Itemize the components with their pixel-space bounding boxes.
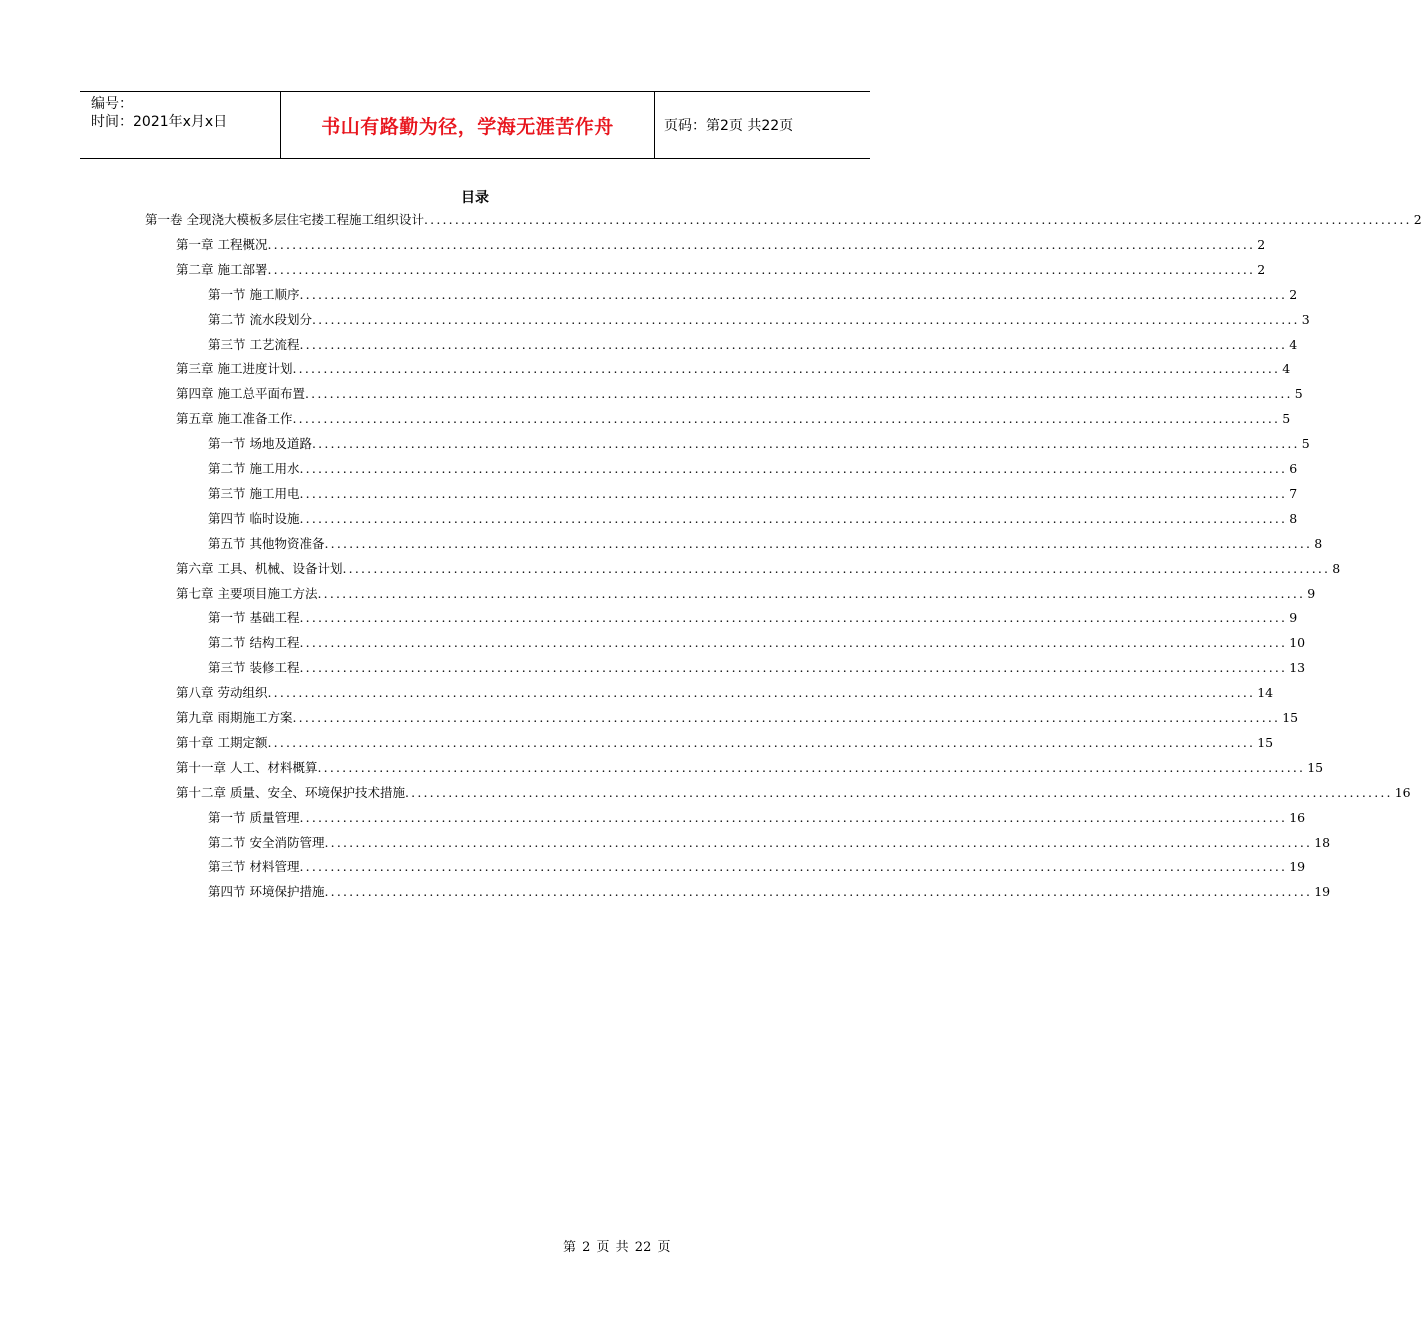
toc-entry[interactable] — [208, 336, 1298, 354]
toc-entry-page: 10 — [1289, 635, 1306, 651]
toc-entry-title: 第九章 雨期施工方案 — [176, 710, 293, 725]
toc-entry[interactable] — [176, 236, 1266, 254]
toc-entry-title: 第三节 装修工程 — [208, 660, 300, 676]
toc-leader-dots: ................................................................................................................................................................ — [292, 710, 1281, 725]
toc-leader-dots: ................................................................................................................................................................ — [299, 485, 1288, 501]
toc-entry[interactable] — [176, 385, 1303, 403]
page-header — [80, 91, 870, 159]
toc-entry[interactable] — [208, 634, 1306, 652]
toc-entry-page: 3 — [1301, 311, 1310, 327]
header-page-info: 页码：第2页 共22页 — [664, 118, 794, 134]
toc-entry-title: 第一章 工程概况 — [176, 236, 268, 252]
toc-entry[interactable] — [176, 410, 1291, 428]
toc-entry-page: 4 — [1289, 336, 1298, 352]
toc-entry-title: 第四章 施工总平面布置 — [176, 386, 305, 402]
toc-leader-dots: ................................................................................................................................................................ — [299, 510, 1288, 526]
toc-entry-title: 第十章 工期定额 — [176, 734, 268, 750]
toc-entry-title: 第一节 基础工程 — [208, 610, 300, 626]
toc-entry-title: 第三节 工艺流程 — [208, 336, 300, 352]
toc-title: 目录 — [461, 190, 489, 206]
toc-entry-title: 第三章 施工进度计划 — [176, 361, 293, 377]
toc-entry-title: 第八章 劳动组织 — [176, 685, 268, 701]
toc-entry-title: 第一节 施工顺序 — [208, 286, 300, 302]
toc-entry-page: 9 — [1307, 585, 1316, 601]
toc-entry[interactable] — [208, 809, 1306, 827]
toc-leader-dots: ................................................................................................................................................................ — [267, 734, 1256, 750]
toc-entry[interactable] — [208, 485, 1298, 503]
toc-entry-page: 2 — [1289, 286, 1298, 302]
toc-entry[interactable] — [208, 311, 1310, 329]
toc-entry-title: 第三节 施工用电 — [208, 485, 300, 501]
toc-entry[interactable] — [208, 460, 1298, 478]
toc-entry-page: 7 — [1289, 485, 1298, 501]
toc-entry-page: 5 — [1294, 386, 1303, 402]
toc-entry-title: 第二节 施工用水 — [208, 461, 300, 476]
toc-entry[interactable] — [176, 585, 1316, 603]
toc-entry-title: 第二章 施工部署 — [176, 261, 268, 277]
toc-entry-title: 第十二章 质量、安全、环境保护技术措施 — [176, 784, 405, 800]
page-footer: 第 2 页 共 22 页 — [563, 1240, 671, 1255]
toc-entry[interactable] — [208, 435, 1310, 453]
toc-entry-page: 14 — [1257, 685, 1274, 701]
toc-leader-dots: ................................................................................................................................................................ — [423, 212, 1412, 227]
toc-entry-title: 第一节 场地及道路 — [208, 436, 312, 452]
toc-leader-dots: ................................................................................................................................................................ — [292, 361, 1281, 377]
toc-entry-page: 5 — [1282, 411, 1291, 427]
toc-entry-title: 第二节 结构工程 — [208, 635, 300, 651]
toc-entry-title: 第五章 施工准备工作 — [176, 411, 293, 427]
toc-entry[interactable] — [208, 510, 1298, 528]
toc-entry-title: 第一卷 全现浇大模板多层住宅搂工程施工组织设计 — [145, 212, 424, 227]
toc-leader-dots: ................................................................................................................................................................ — [299, 859, 1288, 875]
toc-entry-title: 第四节 环境保护措施 — [208, 884, 325, 900]
toc-entry-page: 2 — [1257, 261, 1266, 277]
toc-entry-page: 16 — [1289, 809, 1306, 825]
toc-entry-page: 13 — [1289, 660, 1306, 676]
toc-entry[interactable] — [208, 834, 1331, 852]
toc-entry[interactable] — [176, 784, 1411, 802]
toc-entry[interactable] — [176, 360, 1291, 378]
toc-leader-dots: ................................................................................................................................................................ — [267, 261, 1256, 277]
toc-entry-title: 第七章 主要项目施工方法 — [176, 585, 318, 601]
toc-entry-title: 第二节 安全消防管理 — [208, 834, 325, 850]
toc-leader-dots: ................................................................................................................................................................ — [324, 834, 1313, 850]
toc-leader-dots: ................................................................................................................................................................ — [299, 635, 1288, 651]
toc-leader-dots: ................................................................................................................................................................ — [317, 585, 1306, 601]
code-label: 编号： — [91, 96, 133, 112]
toc-leader-dots: ................................................................................................................................................................ — [324, 535, 1313, 551]
toc-entry-page: 19 — [1314, 884, 1331, 900]
toc-entry-page: 2 — [1257, 236, 1266, 252]
toc-leader-dots: ................................................................................................................................................................ — [311, 436, 1300, 452]
toc-entry[interactable] — [176, 684, 1274, 702]
toc-entry-page: 8 — [1314, 535, 1323, 551]
toc-entry-title: 第十一章 人工、材料概算 — [176, 759, 318, 775]
toc-entry-page: 6 — [1289, 461, 1298, 476]
toc-leader-dots: ................................................................................................................................................................ — [311, 311, 1300, 327]
toc-entry[interactable] — [176, 734, 1274, 752]
toc-leader-dots: ................................................................................................................................................................ — [299, 461, 1288, 476]
toc-entry[interactable] — [208, 286, 1298, 304]
toc-entry[interactable] — [176, 261, 1266, 279]
toc-entry-title: 第五节 其他物资准备 — [208, 535, 325, 551]
toc-entry[interactable] — [208, 858, 1306, 876]
toc-entry-title: 第六章 工具、机械、设备计划 — [176, 560, 343, 576]
toc-entry[interactable] — [176, 759, 1324, 777]
toc-entry-page: 8 — [1332, 560, 1341, 576]
toc-entry-page: 15 — [1307, 759, 1324, 775]
toc-leader-dots: ................................................................................................................................................................ — [342, 560, 1331, 576]
toc-leader-dots: ................................................................................................................................................................ — [299, 286, 1288, 302]
toc-entry-page: 19 — [1289, 859, 1306, 875]
toc-leader-dots: ................................................................................................................................................................ — [404, 784, 1393, 800]
toc-entry-title: 第一节 质量管理 — [208, 809, 300, 825]
toc-leader-dots: ................................................................................................................................................................ — [324, 884, 1313, 900]
toc-entry-title: 第四节 临时设施 — [208, 510, 300, 526]
toc-leader-dots: ................................................................................................................................................................ — [299, 809, 1288, 825]
time-label: 时间：2021年x月x日 — [91, 114, 228, 130]
header-motto: 书山有路勤为径，学海无涯苦作舟 — [281, 92, 655, 158]
toc-entry-page: 5 — [1301, 436, 1310, 452]
toc-entry-page: 15 — [1257, 734, 1274, 750]
toc-entry[interactable] — [208, 535, 1323, 553]
toc-entry-title: 第二节 流水段划分 — [208, 311, 312, 327]
toc-leader-dots: ................................................................................................................................................................ — [299, 336, 1288, 352]
toc-leader-dots: ................................................................................................................................................................ — [299, 660, 1288, 676]
toc-entry-title: 第三节 材料管理 — [208, 859, 300, 875]
header-meta — [80, 92, 281, 158]
toc-leader-dots: ................................................................................................................................................................ — [292, 411, 1281, 427]
toc-entry-page: 18 — [1314, 834, 1331, 850]
toc-leader-dots: ................................................................................................................................................................ — [317, 759, 1306, 775]
toc-entry-page: 4 — [1282, 361, 1291, 377]
toc-entry[interactable] — [208, 609, 1298, 627]
toc-entry-page: 15 — [1282, 710, 1299, 725]
toc-entry-page: 16 — [1394, 784, 1411, 800]
toc-entry[interactable] — [176, 560, 1341, 578]
toc-entry-page: 9 — [1289, 610, 1298, 626]
toc-entry-page: 8 — [1289, 510, 1298, 526]
toc-leader-dots: ................................................................................................................................................................ — [267, 685, 1256, 701]
toc-leader-dots: ................................................................................................................................................................ — [304, 386, 1293, 402]
toc-entry[interactable] — [208, 883, 1331, 901]
toc-entry-page: 2 — [1413, 212, 1422, 227]
toc-entry[interactable] — [145, 211, 1422, 229]
toc-entry[interactable] — [208, 659, 1306, 677]
toc-entry[interactable] — [176, 709, 1299, 727]
toc-leader-dots: ................................................................................................................................................................ — [299, 610, 1288, 626]
toc-leader-dots: ................................................................................................................................................................ — [267, 236, 1256, 252]
